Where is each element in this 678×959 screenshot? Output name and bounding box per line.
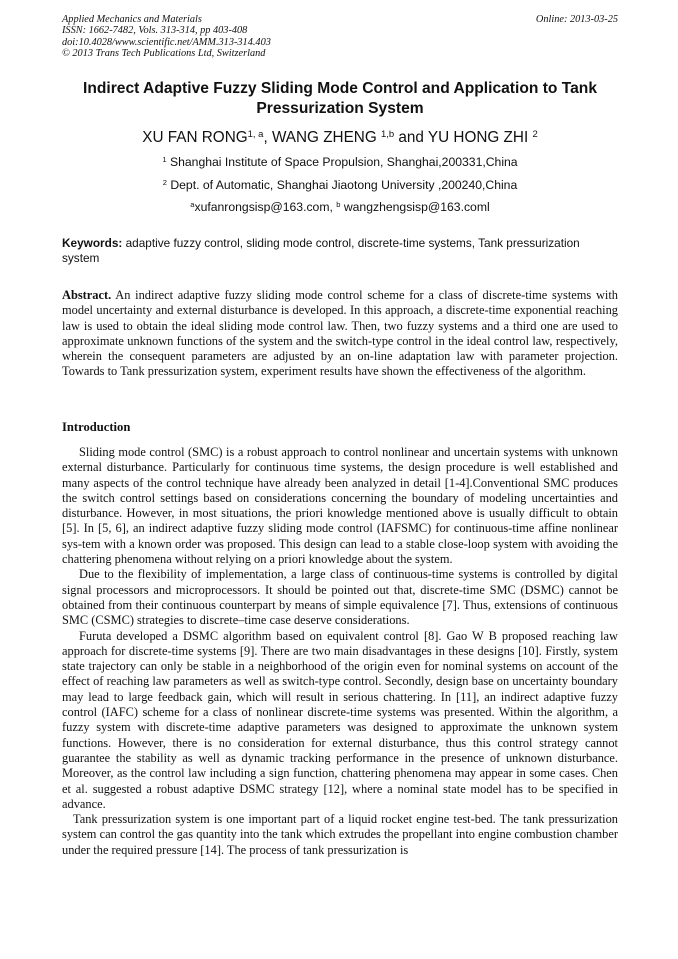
keywords-block bbox=[62, 236, 618, 266]
intro-paragraph: Tank pressurization system is one important part of a liquid rocket engine test-bed. The tank pressurization system can control the gas quantity into the tank which extrudes the propellant into engine combustion chamber under the required pressure [14]. The process of tank pressurization is bbox=[62, 812, 618, 857]
author-name: XU FAN RONG bbox=[142, 129, 248, 146]
introduction-body bbox=[62, 445, 618, 858]
abstract-block bbox=[62, 288, 618, 380]
affiliation-mark: 1 bbox=[162, 154, 167, 164]
journal-header bbox=[62, 14, 618, 59]
affiliation-2 bbox=[62, 178, 618, 193]
copyright-line: © 2013 Trans Tech Publications Ltd, Switzerland bbox=[62, 47, 266, 59]
affiliation-text: Dept. of Automatic, Shanghai Jiaotong University ,200240,China bbox=[166, 178, 518, 192]
paper-title: Indirect Adaptive Fuzzy Sliding Mode Control and Application to Tank Pressurization System bbox=[82, 80, 598, 117]
keywords-label: Keywords: bbox=[62, 236, 123, 250]
intro-paragraph: Sliding mode control (SMC) is a robust approach to control nonlinear and uncertain systems with unknown external disturbance. Particularly for continuous time systems, the design procedure is well established and many aspects of the control technique have already been analyzed in detail [1-4].Conventional SMC produces the switch control settings based on considerations concerning the boundary of modeling uncertainties and disturbance. However, in most situations, the priori knowledge mentioned above is usually difficult to obtain [5]. In [5, 6], an indirect adaptive fuzzy sliding mode control (IAFSMC) for continuous-time affine nonlinear sys-tem with a known order was proposed. This design can lead to a stable close-loop system with avoiding the chattering phenomena without relying on a priori knowledge about the system. bbox=[62, 445, 618, 567]
section-heading-introduction: Introduction bbox=[62, 420, 131, 434]
author-emails bbox=[62, 200, 618, 215]
author-separator: , bbox=[263, 129, 272, 146]
author-name: YU HONG ZHI bbox=[427, 129, 533, 146]
author-list bbox=[62, 128, 618, 148]
journal-name: Applied Mechanics and Materials bbox=[62, 14, 202, 25]
affiliation-1 bbox=[62, 155, 618, 170]
author-name: WANG ZHENG bbox=[271, 129, 381, 146]
intro-paragraph: Due to the flexibility of implementation, a large class of continuous-time systems is controlled by digital signal processors and microprocessors. It should be pointed out that, discrete-time SMC (DSMC) cannot be obtained from their continuous counterpart by means of simple equivalence [7]. Thus, extensions of continuous SMC (CSMC) strategies to discrete–time case deserve considerations. bbox=[62, 567, 618, 628]
email-text: xufanrongsisp@163.com, bbox=[194, 200, 337, 214]
author-affiliation-mark: 1,b bbox=[381, 128, 395, 140]
abstract-label: Abstract. bbox=[62, 288, 112, 302]
intro-paragraph: Furuta developed a DSMC algorithm based on equivalent control [8]. Gao W B proposed reaching law approach for discrete-time systems [9]. There are two main disadvantages in these designs [10]. Firstly, system state trajectory can only be stable in a neighborhood of the origin even for nominal systems on account of the effect of reaching law parameters as well as switch-type control. Secondly, design base on uncertainty boundary may lead to large feedback gain, which will result in serious chattering. In [11], an indirect adaptive fuzzy control (IAFC) scheme for a class of nonlinear discrete-time systems was presented. Within the algorithm, a fuzzy system with discrete-time adaptive parameters was designed to approximate the unknown system functions. However, there is no consideration for external disturbance, thus this control strategy cannot guarantee the stability as well as dynamic tracking performance in the presence of unknown disturbance. Moreover, as the control law including a sign function, chattering phenomena may appear in some cases. Chen et al. suggested a robust adaptive DSMC strategy [12], where a nominal state model has to be specified in advance. bbox=[62, 628, 618, 811]
doi-line: doi:10.4028/www.scientific.net/AMM.313-314.403 bbox=[62, 36, 271, 48]
issn-line: ISSN: 1662-7482, Vols. 313-314, pp 403-408 bbox=[62, 25, 248, 37]
affiliation-mark: 2 bbox=[162, 177, 167, 187]
keywords-text: adaptive fuzzy control, sliding mode control, discrete-time systems, Tank pressurization system bbox=[62, 236, 580, 266]
author-separator: and bbox=[394, 129, 428, 146]
email-mark: b bbox=[336, 199, 341, 209]
author-affiliation-mark: 2 bbox=[532, 128, 538, 140]
abstract-text: An indirect adaptive fuzzy sliding mode control scheme for a class of discrete-time systems with model uncertainty and external disturbance is developed. In this approach, a discrete-time exponential reaching law is used to obtain the ideal sliding mode control law. Then, two fuzzy systems and a third one are used to approximate unknown functions of the system and the switch-type control in the ideal control law, respectively, wherein the consequent parameters are adjusted by an on-line adaptation law with parameter projection. Towards to Tank pressurization system, experiment results have shown the effectiveness of the algorithm. bbox=[62, 288, 618, 379]
online-date: Online: 2013-03-25 bbox=[535, 14, 618, 25]
email-text: wangzhengsisp@163.coml bbox=[340, 200, 490, 214]
email-mark: a bbox=[190, 199, 195, 209]
author-affiliation-mark: 1, a bbox=[247, 128, 264, 140]
affiliation-text: Shanghai Institute of Space Propulsion, Shanghai,200331,China bbox=[166, 155, 518, 169]
